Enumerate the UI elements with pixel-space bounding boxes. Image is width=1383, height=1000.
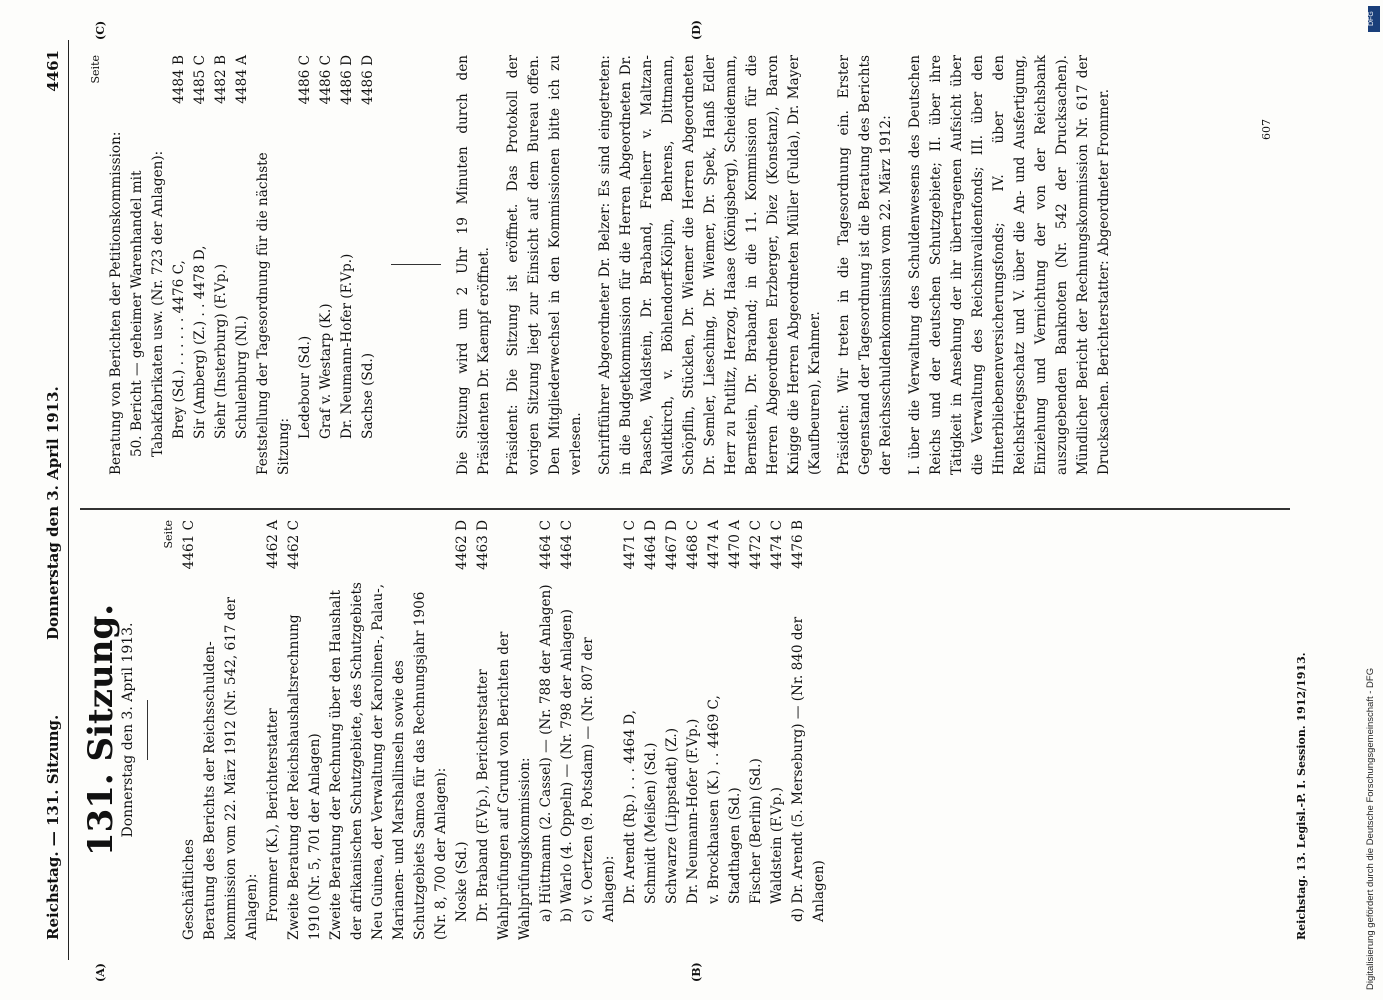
toc-entry-page: [253, 55, 295, 115]
toc-entry-text: Zweite Beratung der Rechnung über den Haushalt der afrikanischen Schutzgebiete, des Schutzgebiets Neu Guinea, der Verwaltung der Karolinen-, Palau-, Marianen- und Marshallinseln sowie des Schutzgebiets Samoa für das Rechnungsjahr 1906 (Nr. 8, 700 der Anlagen):: [328, 582, 449, 940]
toc-entry: [662, 520, 683, 940]
toc-entry-page: 4482 B: [213, 55, 229, 104]
header-left: Reichstag. — 131. Sitzung.: [44, 714, 62, 940]
toc-entry-text: Brey (Sd.) . . . . . . 4476 C,: [171, 260, 187, 439]
table-of-contents-left: [179, 520, 830, 940]
column-right: [85, 55, 1115, 475]
column-divider: [80, 509, 1290, 511]
proceedings-text: [453, 55, 1115, 475]
toc-entry-text: v. Brockhausen (K.) . . 4469 C,: [706, 695, 722, 904]
toc-entry-page: 4462 A: [265, 520, 281, 569]
toc-entry-page: 4461 C: [181, 520, 197, 570]
toc-entry: [106, 55, 127, 475]
toc-entry: [211, 55, 232, 475]
toc-entry-page: [127, 55, 169, 115]
session-date: Donnerstag den 3. April 1913.: [120, 622, 136, 838]
toc-entry-text: Frommer (K.), Berichterstatter: [265, 708, 281, 922]
toc-entry-text: Fischer (Berlin) (Sd.): [748, 758, 764, 904]
toc-entry-text: Siehr (Insterburg) (F.Vp.): [213, 263, 229, 439]
toc-entry-page: 4462 D: [454, 520, 470, 570]
toc-entry-page: 4471 C: [622, 520, 638, 570]
toc-entry: [316, 55, 337, 475]
seite-label: Seite: [89, 55, 102, 84]
toc-entry: [641, 520, 662, 940]
toc-entry: [620, 520, 641, 940]
footer: [1295, 40, 1308, 940]
toc-entry-text: Stadthagen (Sd.): [727, 787, 743, 904]
toc-entry: [473, 520, 494, 940]
toc-entry: [358, 55, 379, 475]
header-page-number: 4461: [44, 50, 62, 92]
toc-entry: [683, 520, 704, 940]
toc-entry-page: 4472 C: [748, 520, 764, 570]
toc-entry: [284, 520, 326, 940]
toc-entry-text: Noske (Sd.): [454, 841, 470, 922]
toc-entry-page: 4484 B: [171, 55, 187, 104]
toc-entry: [232, 55, 253, 475]
paragraph: Schriftführer Abgeordneter Dr. Belzer: Es sind eingetreten: in die Budgetkommission für die Herren Abgeordneten Dr. Paasche, Waldstein, Dr. Braband, Freiherr v. Maltzan-Waldtkirch, v. Böhlendorff-Kölpin, Behrens, Dittmann, Schöpflin, Stücklen, Dr. Wiemer die Herren Abgeordneten Dr. Semler, Liesching, Dr. Wiemer, Dr. Spek, Hanß Edler Herr zu Putlitz, Herzog, Haase (Königsberg), Scheidemann, Bernstein, Dr. Braband; in die 11. Kommission für die Herren Abgeordneten Erzberger, Diez (Konstanz), Baron Knigge die Herren Abgeordneten Müller (Fulda), Dr. Mayer (Kaufbeuren), Krahmer.: [597, 55, 823, 475]
toc-entry-text: a) Hüttmann (2. Cassel) — (Nr. 788 der Anlagen): [538, 584, 554, 922]
credit-text: Digitalisierung gefördert durch die Deutsche Forschungsgemeinschaft - DFG: [1365, 667, 1376, 990]
toc-entry-text: c) v. Oertzen (9. Potsdam) — (Nr. 807 der Anlagen):: [580, 637, 617, 922]
toc-entry-text: Beratung von Berichten der Petitionskommission:: [108, 131, 124, 475]
toc-entry-text: Schwarze (Lippstadt) (Z.): [664, 728, 680, 904]
toc-entry-page: [326, 520, 452, 580]
toc-entry-page: 4486 C: [297, 55, 313, 105]
paragraph: Präsident: Wir treten in die Tagesordnung ein. Erster Gegenstand der Tagesordnung ist die Beratung des Berichts der Reichsschuldenkommission vom 22. März 1912:: [836, 55, 894, 475]
toc-entry: [557, 520, 578, 940]
toc-entry: [179, 520, 200, 940]
toc-entry-page: 4467 D: [664, 520, 680, 570]
toc-entry: [263, 520, 284, 940]
toc-entry-page: [106, 55, 127, 115]
paragraph: Präsident: Die Sitzung ist eröffnet. Das Protokoll der vorigen Sitzung liegt zur Einsicht auf dem Bureau offen. Den Mitgliederwechsel in den Kommissionen bitte ich zu verlesen.: [505, 55, 584, 475]
footer-number: 607: [1260, 119, 1273, 140]
toc-entry-text: Wahlprüfungen auf Grund von Berichten der Wahlprüfungskommission:: [496, 631, 533, 940]
toc-entry-page: 4474 A: [706, 520, 722, 569]
toc-entry-text: Feststellung der Tagesordnung für die nächste Sitzung:: [255, 152, 292, 475]
column-left: [81, 520, 830, 940]
toc-entry-page: 4484 A: [234, 55, 250, 104]
toc-entry-text: Waldstein (F.Vp.): [769, 787, 785, 904]
toc-entry-text: d) Dr. Arendt (5. Merseburg) — (Nr. 840 der Anlagen): [790, 616, 827, 922]
seite-label: Seite: [162, 520, 175, 549]
toc-entry: [326, 520, 452, 940]
divider: [147, 700, 148, 760]
divider: [391, 265, 441, 266]
toc-entry-page: 4464 D: [643, 520, 659, 570]
toc-entry: [725, 520, 746, 940]
toc-entry-page: 4474 C: [769, 520, 785, 570]
margin-mark-a: (A): [94, 963, 107, 982]
toc-entry-page: [494, 520, 536, 580]
paragraph: Die Sitzung wird um 2 Uhr 19 Minuten durch den Präsidenten Dr. Kaempf eröffnet.: [455, 55, 492, 475]
toc-entry-text: Zweite Beratung der Reichshaushaltsrechnung 1910 (Nr. 5, 701 der Anlagen): [286, 614, 323, 940]
toc-entry: [704, 520, 725, 940]
toc-entry: [788, 520, 830, 940]
session-title: 131. Sitzung.: [81, 603, 121, 857]
toc-entry-text: Beratung des Berichts der Reichsschulden-kommission vom 22. März 1912 (Nr. 542, 617 der Anlagen):: [202, 597, 260, 940]
toc-entry-page: 4486 C: [318, 55, 334, 105]
toc-entry-page: 4464 C: [538, 520, 554, 570]
toc-entry-text: Dr. Neumann-Hofer (F.Vp.): [685, 718, 701, 904]
header-center: Donnerstag den 3. April 1913.: [44, 386, 62, 640]
toc-entry-page: 4486 D: [339, 55, 355, 105]
toc-entry-page: 4464 C: [559, 520, 575, 570]
toc-entry-text: Dr. Braband (F.Vp.), Berichterstatter: [475, 669, 491, 922]
toc-entry-text: Dr. Arendt (Rp.) . . . 4464 D,: [622, 710, 638, 904]
toc-entry: [746, 520, 767, 940]
toc-entry-text: Geschäftliches: [181, 839, 197, 940]
toc-entry-text: Schmidt (Meißen) (Sd.): [643, 742, 659, 904]
toc-entry: [452, 520, 473, 940]
margin-mark-d: (D): [690, 20, 703, 40]
toc-entry: [190, 55, 211, 475]
toc-entry-text: Schulenburg (Nl.): [234, 315, 250, 439]
toc-entry: [253, 55, 295, 475]
toc-entry: [494, 520, 536, 940]
toc-entry-text: Dr. Neumann-Hofer (F.Vp.): [339, 253, 355, 439]
toc-entry: [127, 55, 169, 475]
toc-entry-text: Sachse (Sd.): [360, 352, 376, 439]
toc-entry: [578, 520, 620, 940]
toc-entry-text: Graf v. Westarp (K.): [318, 303, 334, 439]
toc-entry-text: b) Warlo (4. Oppeln) — (Nr. 798 der Anlagen): [559, 609, 575, 922]
toc-entry-page: 4485 C: [192, 55, 208, 105]
toc-entry-page: 4463 D: [475, 520, 491, 570]
toc-entry: [295, 55, 316, 475]
toc-entry: [169, 55, 190, 475]
toc-entry-page: [578, 520, 620, 580]
dfg-logo: DFG: [1368, 6, 1380, 32]
toc-entry: [337, 55, 358, 475]
table-of-contents-right: [106, 55, 379, 475]
toc-entry-page: 4468 C: [685, 520, 701, 570]
toc-entry-page: 4462 C: [286, 520, 302, 570]
toc-entry: [767, 520, 788, 940]
toc-entry-text: Ledebour (Sd.): [297, 335, 313, 439]
toc-entry-page: [200, 520, 263, 580]
toc-entry-text: Sir (Amberg) (Z.) . . 4478 D,: [192, 245, 208, 439]
toc-entry: [200, 520, 263, 940]
margin-mark-c: (C): [94, 20, 107, 40]
running-header: [40, 40, 69, 960]
paragraph: I. über die Verwaltung des Schuldenwesens des Deutschen Reichs und der deutschen Schutzgebiete; II. über ihre Tätigkeit in Ansehung der ihr übertragenen Aufsicht über die Verwaltung des Reichsinvalidenfonds; III. über den Hinterbliebenenversicherungsfonds; IV. über den Reichskriegsschatz und V. über die An- und Ausfertigung, Einziehung und Vernichtung der von der Reichsbank auszugebenden Banknoten (Nr. 542 der Drucksachen). Mündlicher Bericht der Rechnungskommission Nr. 617 der Drucksachen. Berichterstatter: Abgeordneter Frommer.: [907, 55, 1112, 475]
credit-line: [1365, 0, 1383, 1000]
toc-entry-page: 4486 D: [360, 55, 376, 105]
toc-entry: [536, 520, 557, 940]
margin-mark-b: (B): [690, 962, 703, 982]
toc-entry-page: 4476 B: [790, 520, 806, 569]
toc-entry-page: 4470 A: [727, 520, 743, 569]
toc-entry-text: 50. Bericht — geheimer Warenhandel mit Tabakfabrikaten usw. (Nr. 723 der Anlagen):: [129, 150, 166, 457]
footer-left: Reichstag. 13. Legisl.-P. I. Session. 1912/1913.: [1295, 652, 1308, 940]
